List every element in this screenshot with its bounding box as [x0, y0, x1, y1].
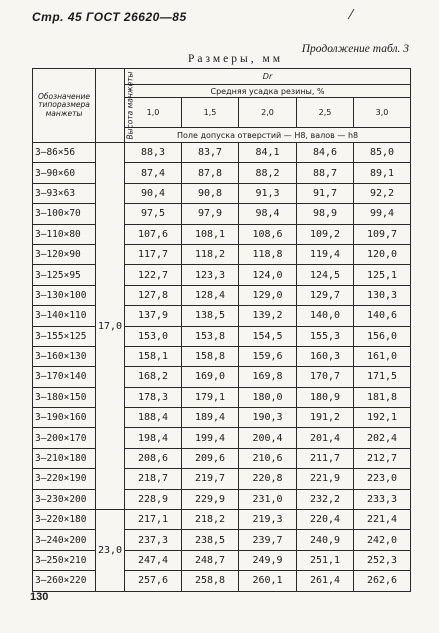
table-body	[33, 143, 411, 592]
dr-value-cell: 220,4	[297, 510, 354, 530]
designation-cell: 3—180×150	[33, 387, 96, 407]
height-cell: 17,0	[96, 143, 125, 510]
dr-value-cell: 220,8	[239, 469, 297, 489]
dr-value-cell: 107,6	[125, 224, 182, 244]
table-row	[33, 428, 411, 448]
dr-value-cell: 91,7	[297, 183, 354, 203]
table-row	[33, 387, 411, 407]
designation-cell: 3—200×170	[33, 428, 96, 448]
dr-value-cell: 84,6	[297, 143, 354, 163]
dr-value-cell: 109,7	[354, 224, 411, 244]
dr-value-cell: 140,0	[297, 306, 354, 326]
dr-value-cell: 200,4	[239, 428, 297, 448]
dr-value-cell: 159,6	[239, 346, 297, 366]
dr-value-cell: 169,0	[182, 367, 239, 387]
dr-value-cell: 138,5	[182, 306, 239, 326]
dr-value-cell: 154,5	[239, 326, 297, 346]
dr-value-cell: 90,4	[125, 183, 182, 203]
dr-value-cell: 158,1	[125, 346, 182, 366]
table-row	[33, 183, 411, 203]
dr-value-cell: 212,7	[354, 448, 411, 468]
dr-value-cell: 231,0	[239, 489, 297, 509]
dr-value-cell: 85,0	[354, 143, 411, 163]
designation-cell: 3—170×140	[33, 367, 96, 387]
dr-value-cell: 118,8	[239, 244, 297, 264]
dr-value-cell: 89,1	[354, 163, 411, 183]
dr-value-cell: 211,7	[297, 448, 354, 468]
dr-value-cell: 240,9	[297, 530, 354, 550]
dr-value-cell: 218,7	[125, 469, 182, 489]
dr-value-cell: 252,3	[354, 550, 411, 570]
dr-value-cell: 88,7	[297, 163, 354, 183]
dr-value-cell: 180,0	[239, 387, 297, 407]
designation-cell: 3—210×180	[33, 448, 96, 468]
dr-value-cell: 239,7	[239, 530, 297, 550]
dr-value-cell: 124,5	[297, 265, 354, 285]
dr-value-cell: 247,4	[125, 550, 182, 570]
dr-value-cell: 218,2	[182, 510, 239, 530]
dr-value-cell: 122,7	[125, 265, 182, 285]
designation-cell: 3—90×60	[33, 163, 96, 183]
dr-value-cell: 97,5	[125, 204, 182, 224]
dr-value-cell: 99,4	[354, 204, 411, 224]
height-header	[96, 69, 135, 143]
table-row	[33, 204, 411, 224]
dr-value-cell: 97,9	[182, 204, 239, 224]
tolerance-header: Поле допуска отверстий — H8, валов — h8	[125, 128, 411, 143]
shrink-value: 2,0	[239, 98, 297, 128]
sizes-title: Размеры, мм	[188, 53, 284, 65]
designation-header: Обозначение типоразмера манжеты	[33, 69, 96, 143]
dr-value-cell: 118,2	[182, 244, 239, 264]
dr-value-cell: 108,1	[182, 224, 239, 244]
dr-value-cell: 128,4	[182, 285, 239, 305]
dr-value-cell: 219,7	[182, 469, 239, 489]
table-row	[33, 448, 411, 468]
dr-value-cell: 88,2	[239, 163, 297, 183]
designation-cell: 3—140×110	[33, 306, 96, 326]
dr-value-cell: 137,9	[125, 306, 182, 326]
dr-value-cell: 87,4	[125, 163, 182, 183]
dr-value-cell: 91,3	[239, 183, 297, 203]
dr-value-cell: 260,1	[239, 571, 297, 591]
dr-value-cell: 221,4	[354, 510, 411, 530]
dr-value-cell: 83,7	[182, 143, 239, 163]
dr-value-cell: 242,0	[354, 530, 411, 550]
shrink-header: Средняя усадка резины, %	[125, 85, 411, 98]
dr-value-cell: 229,9	[182, 489, 239, 509]
designation-cell: 3—190×160	[33, 408, 96, 428]
dr-value-cell: 124,0	[239, 265, 297, 285]
dr-value-cell: 155,3	[297, 326, 354, 346]
table-row	[33, 550, 411, 570]
designation-cell: 3—125×95	[33, 265, 96, 285]
dr-value-cell: 248,7	[182, 550, 239, 570]
designation-cell: 3—120×90	[33, 244, 96, 264]
dr-value-cell: 209,6	[182, 448, 239, 468]
dr-value-cell: 161,0	[354, 346, 411, 366]
dr-value-cell: 158,8	[182, 346, 239, 366]
designation-cell: 3—110×80	[33, 224, 96, 244]
shrink-value: 2,5	[297, 98, 354, 128]
dr-value-cell: 153,0	[125, 326, 182, 346]
dr-value-cell: 262,6	[354, 571, 411, 591]
table-row	[33, 163, 411, 183]
dr-value-cell: 208,6	[125, 448, 182, 468]
dr-value-cell: 119,4	[297, 244, 354, 264]
dr-value-cell: 140,6	[354, 306, 411, 326]
table-row	[33, 408, 411, 428]
shrink-value: 3,0	[354, 98, 411, 128]
dr-header: Dr	[125, 69, 411, 85]
shrink-value: 1,5	[182, 98, 239, 128]
table-row	[33, 571, 411, 591]
shrink-value: 1,0	[125, 98, 182, 128]
dr-value-cell: 238,5	[182, 530, 239, 550]
dr-value-cell: 228,9	[125, 489, 182, 509]
designation-cell: 3—86×56	[33, 143, 96, 163]
dr-value-cell: 168,2	[125, 367, 182, 387]
table-row	[33, 143, 411, 163]
dr-value-cell: 153,8	[182, 326, 239, 346]
table-row	[33, 265, 411, 285]
dr-value-cell: 90,8	[182, 183, 239, 203]
dr-value-cell: 199,4	[182, 428, 239, 448]
dr-value-cell: 129,0	[239, 285, 297, 305]
designation-cell: 3—260×220	[33, 571, 96, 591]
table-row	[33, 224, 411, 244]
designation-cell: 3—250×210	[33, 550, 96, 570]
dr-value-cell: 210,6	[239, 448, 297, 468]
dr-value-cell: 169,8	[239, 367, 297, 387]
dr-value-cell: 233,3	[354, 489, 411, 509]
dr-value-cell: 88,3	[125, 143, 182, 163]
table-row	[33, 489, 411, 509]
table-row	[33, 346, 411, 366]
table-row	[33, 306, 411, 326]
pen-mark: ⁄	[350, 8, 353, 23]
dr-value-cell: 123,3	[182, 265, 239, 285]
dr-value-cell: 117,7	[125, 244, 182, 264]
dr-value-cell: 130,3	[354, 285, 411, 305]
dr-value-cell: 190,3	[239, 408, 297, 428]
dimensions-table	[32, 68, 411, 592]
dr-value-cell: 201,4	[297, 428, 354, 448]
designation-cell: 3—240×200	[33, 530, 96, 550]
continuation-label: Продолжение табл. 3	[301, 43, 409, 55]
page-header: Стр. 45 ГОСТ 26620—85	[32, 10, 187, 24]
designation-cell: 3—220×190	[33, 469, 96, 489]
dr-value-cell: 170,7	[297, 367, 354, 387]
table-row	[33, 285, 411, 305]
designation-cell: 3—93×63	[33, 183, 96, 203]
dr-value-cell: 179,1	[182, 387, 239, 407]
height-header-label: Высота манжеты	[125, 71, 135, 140]
table-row	[33, 244, 411, 264]
dr-value-cell: 108,6	[239, 224, 297, 244]
dr-value-cell: 127,8	[125, 285, 182, 305]
dr-value-cell: 223,0	[354, 469, 411, 489]
dr-value-cell: 160,3	[297, 346, 354, 366]
dr-value-cell: 109,2	[297, 224, 354, 244]
dr-value-cell: 120,0	[354, 244, 411, 264]
dr-value-cell: 156,0	[354, 326, 411, 346]
dr-value-cell: 171,5	[354, 367, 411, 387]
dr-value-cell: 202,4	[354, 428, 411, 448]
dr-value-cell: 180,9	[297, 387, 354, 407]
dr-value-cell: 192,1	[354, 408, 411, 428]
dr-value-cell: 92,2	[354, 183, 411, 203]
dr-value-cell: 217,1	[125, 510, 182, 530]
dr-value-cell: 87,8	[182, 163, 239, 183]
table-row	[33, 530, 411, 550]
dr-value-cell: 181,8	[354, 387, 411, 407]
dr-value-cell: 198,4	[125, 428, 182, 448]
dr-value-cell: 191,2	[297, 408, 354, 428]
dr-value-cell: 232,2	[297, 489, 354, 509]
dr-value-cell: 178,3	[125, 387, 182, 407]
page-number: 130	[30, 591, 49, 603]
dr-value-cell: 237,3	[125, 530, 182, 550]
dr-value-cell: 98,4	[239, 204, 297, 224]
designation-cell: 3—100×70	[33, 204, 96, 224]
designation-cell: 3—160×130	[33, 346, 96, 366]
dr-value-cell: 189,4	[182, 408, 239, 428]
dr-value-cell: 221,9	[297, 469, 354, 489]
designation-cell: 3—155×125	[33, 326, 96, 346]
designation-cell: 3—220×180	[33, 510, 96, 530]
dr-value-cell: 257,6	[125, 571, 182, 591]
dr-value-cell: 129,7	[297, 285, 354, 305]
table-row	[33, 367, 411, 387]
dr-value-cell: 125,1	[354, 265, 411, 285]
dr-value-cell: 139,2	[239, 306, 297, 326]
dr-value-cell: 98,9	[297, 204, 354, 224]
table-row	[33, 469, 411, 489]
table-row	[33, 510, 411, 530]
dr-value-cell: 249,9	[239, 550, 297, 570]
dr-value-cell: 84,1	[239, 143, 297, 163]
dr-value-cell: 261,4	[297, 571, 354, 591]
dr-value-cell: 251,1	[297, 550, 354, 570]
designation-cell: 3—130×100	[33, 285, 96, 305]
dr-value-cell: 188,4	[125, 408, 182, 428]
table-row	[33, 326, 411, 346]
designation-cell: 3—230×200	[33, 489, 96, 509]
dr-value-cell: 258,8	[182, 571, 239, 591]
dr-value-cell: 219,3	[239, 510, 297, 530]
height-cell: 23,0	[96, 510, 125, 592]
